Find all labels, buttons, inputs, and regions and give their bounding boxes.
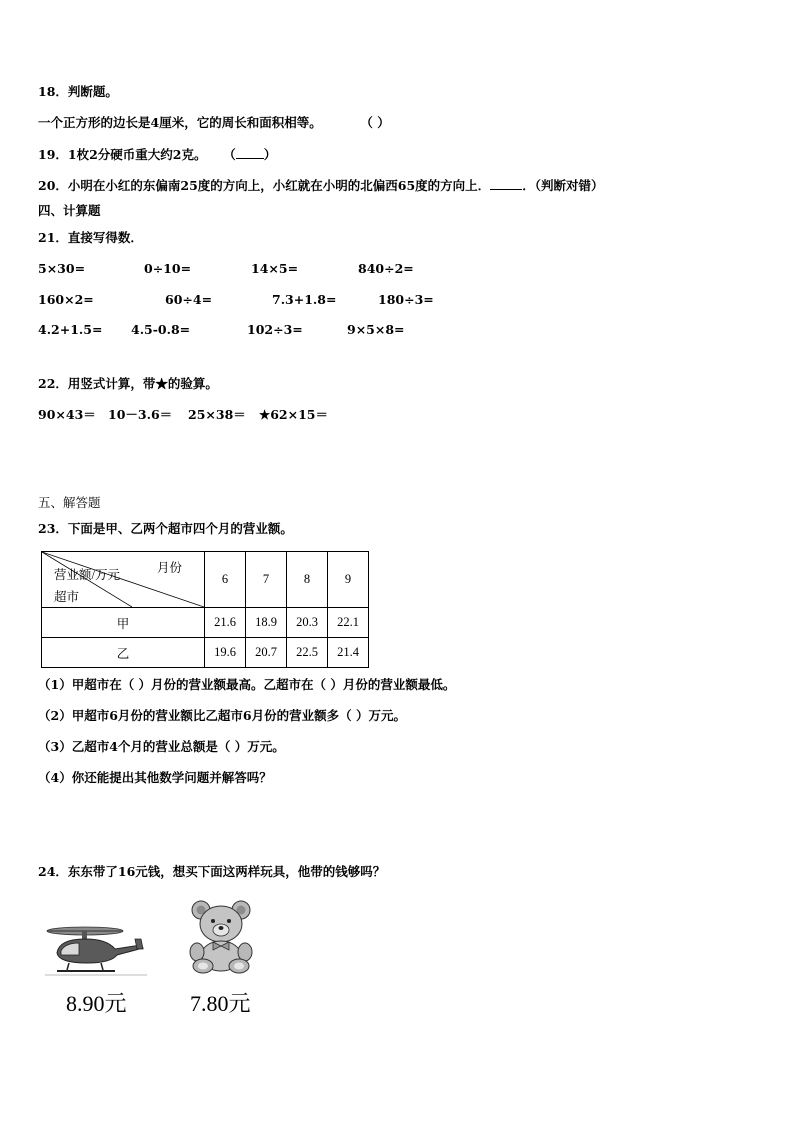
table-row — [42, 608, 369, 638]
table-cell: 22.1 — [328, 608, 369, 638]
q22-item: 90×43＝ — [38, 407, 96, 422]
q21-item: 180÷3= — [378, 292, 434, 307]
q18-answer-paren: （ ） — [360, 115, 390, 130]
sales-table — [41, 551, 369, 668]
table-header-row — [42, 552, 369, 608]
q19-paren-left: （ — [223, 147, 236, 162]
q20-answer-blank — [490, 177, 522, 190]
market-name: 甲 — [42, 608, 205, 638]
q20-after-blank: ．（判断对错） — [522, 178, 604, 193]
q21-item: 840÷2= — [358, 261, 414, 276]
q21-item: 0÷10= — [144, 261, 192, 276]
month-header: 9 — [328, 552, 369, 608]
table-cell: 20.7 — [246, 638, 287, 668]
q23-sub4: （4）你还能提出其他数学问题并解答吗？ — [38, 770, 272, 785]
q21-item: 102÷3= — [247, 322, 303, 337]
month-header: 7 — [246, 552, 287, 608]
q21-item: 4.2+1.5= — [38, 322, 103, 337]
helicopter-icon — [45, 925, 147, 977]
section5-title: 五、解答题 — [38, 495, 101, 510]
corner-label-revenue: 营业额/万元 — [54, 568, 120, 582]
q22-heading: 22．用竖式计算，带★的验算。 — [38, 376, 218, 391]
toy-price: 8.90元 — [66, 991, 127, 1016]
q19-text: 19．1枚2分硬币重大约2克。 — [38, 147, 207, 162]
q22-item: 10－3.6＝ — [108, 407, 173, 422]
q23-sub3: （3）乙超市4个月的营业总额是（ ）万元。 — [38, 739, 285, 754]
q19 — [38, 146, 276, 163]
toy-price: 7.80元 — [190, 991, 251, 1016]
month-header: 8 — [287, 552, 328, 608]
q24-heading: 24．东东带了16元钱，想买下面这两样玩具，他带的钱够吗？ — [38, 864, 386, 879]
q21-item: 9×5×8= — [347, 322, 405, 337]
q21-item: 7.3+1.8= — [272, 292, 337, 307]
q18-heading: 18．判断题。 — [38, 84, 118, 99]
market-name: 乙 — [42, 638, 205, 668]
teddy-bear-icon — [185, 898, 257, 974]
corner-label-market: 超市 — [54, 590, 80, 604]
section4-title: 四、计算题 — [38, 203, 101, 218]
q21-item: 4.5-0.8= — [131, 322, 191, 337]
q21-item: 14×5= — [251, 261, 299, 276]
corner-label-month: 月份 — [156, 561, 182, 575]
month-header: 6 — [205, 552, 246, 608]
q21-item: 160×2= — [38, 292, 94, 307]
q19-answer-blank — [236, 146, 264, 159]
q21-item: 5×30= — [38, 261, 86, 276]
q23-heading: 23．下面是甲、乙两个超市四个月的营业额。 — [38, 521, 293, 536]
q21-heading: 21．直接写得数． — [38, 230, 143, 245]
q20-text: 20．小明在小红的东偏南25度的方向上，小红就在小明的北偏西65度的方向上． — [38, 178, 491, 193]
q23-sub1: （1）甲超市在（ ）月份的营业额最高。乙超市在（ ）月份的营业额最低。 — [38, 677, 456, 692]
q22-item: ★62×15＝ — [259, 407, 328, 422]
table-cell: 21.4 — [328, 638, 369, 668]
table-row — [42, 638, 369, 668]
q18-statement — [38, 115, 390, 131]
q20 — [38, 177, 603, 194]
table-cell: 22.5 — [287, 638, 328, 668]
q18-statement-text: 一个正方形的边长是4厘米，它的周长和面积相等。 — [38, 115, 322, 130]
q19-paren-right: ） — [263, 147, 277, 162]
q21-item: 60÷4= — [165, 292, 213, 307]
q22-item: 25×38＝ — [188, 407, 246, 422]
table-cell: 20.3 — [287, 608, 328, 638]
table-cell: 21.6 — [205, 608, 246, 638]
table-cell: 18.9 — [246, 608, 287, 638]
table-cell: 19.6 — [205, 638, 246, 668]
table-corner-cell — [42, 552, 205, 608]
q23-sub2: （2）甲超市6月份的营业额比乙超市6月份的营业额多（ ）万元。 — [38, 708, 406, 723]
